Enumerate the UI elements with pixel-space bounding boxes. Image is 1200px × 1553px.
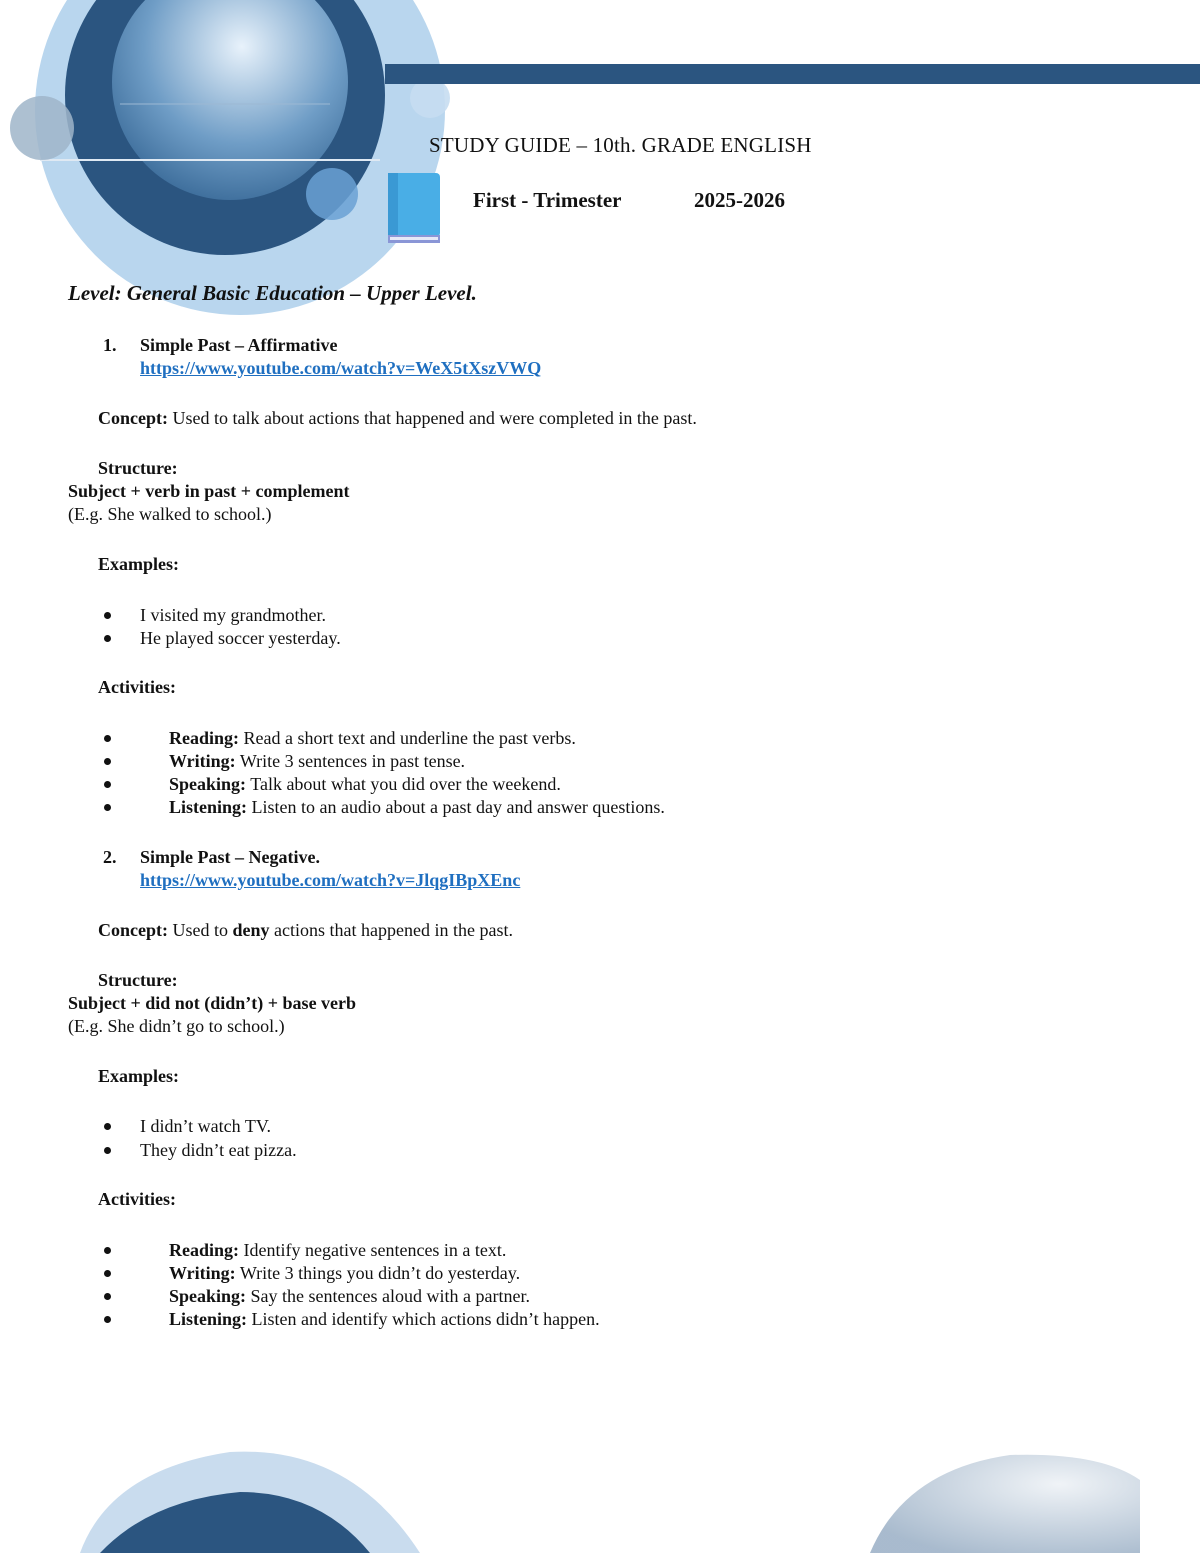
- activity-item: [169, 1263, 520, 1284]
- list-item: They didn’t eat pizza.: [140, 1140, 297, 1160]
- activity-item: [169, 1309, 600, 1330]
- bullet: [104, 804, 111, 811]
- activity-text: Write 3 sentences in past tense.: [239, 751, 466, 771]
- bullet: [104, 1247, 111, 1254]
- examples-label: Examples:: [98, 1066, 179, 1086]
- footer-circle-graphic-right: [870, 1455, 1140, 1553]
- bullet: [104, 635, 111, 642]
- activities-label: Activities:: [98, 677, 176, 697]
- bullet: [104, 1123, 111, 1130]
- activity-text: Talk about what you did over the weekend.: [250, 774, 561, 794]
- examples-label: Examples:: [98, 554, 179, 574]
- activity-item: [169, 1240, 506, 1261]
- level-heading: Level: General Basic Education – Upper Level.: [68, 281, 477, 305]
- bullet: [104, 1316, 111, 1323]
- list-item: I didn’t watch TV.: [140, 1116, 271, 1136]
- footer-circle-graphic-left: [80, 1452, 420, 1553]
- concept-text-post: actions that happened in the past.: [274, 920, 513, 940]
- activity-label: Writing:: [169, 751, 236, 771]
- concept-line: [98, 920, 513, 941]
- concept-line: [98, 408, 697, 429]
- activity-text: Write 3 things you didn’t do yesterday.: [239, 1263, 521, 1283]
- activity-label: Speaking:: [169, 1286, 247, 1306]
- structure-formula: Subject + verb in past + complement: [68, 481, 350, 501]
- list-item: He played soccer yesterday.: [140, 628, 341, 648]
- section-number: 2.: [103, 847, 117, 867]
- bullet: [104, 1270, 111, 1277]
- activity-text: Listen and identify which actions didn’t happen.: [251, 1309, 600, 1329]
- bullet: [104, 1293, 111, 1300]
- activity-item: [169, 797, 665, 818]
- structure-label: Structure:: [98, 458, 178, 478]
- header-circle-graphic: [10, 0, 450, 315]
- bullet: [104, 735, 111, 742]
- book-icon: [388, 173, 440, 243]
- list-item: I visited my grandmother.: [140, 605, 326, 625]
- activity-item: [169, 774, 561, 795]
- activity-label: Writing:: [169, 1263, 236, 1283]
- bullet: [104, 758, 111, 765]
- activity-text: Identify negative sentences in a text.: [243, 1240, 507, 1260]
- concept-text: Used to talk about actions that happened and were completed in the past.: [172, 408, 697, 428]
- activity-item: [169, 1286, 530, 1307]
- section-heading: Simple Past – Negative.: [140, 847, 320, 867]
- concept-label: Concept:: [98, 920, 168, 940]
- section-number: 1.: [103, 335, 117, 355]
- activity-label: Reading:: [169, 1240, 240, 1260]
- concept-text-bold: deny: [232, 920, 270, 940]
- activities-label: Activities:: [98, 1189, 176, 1209]
- structure-formula: Subject + did not (didn’t) + base verb: [68, 993, 357, 1013]
- school-year: 2025-2026: [694, 188, 785, 212]
- activity-label: Reading:: [169, 728, 240, 748]
- concept-text-pre: Used to: [172, 920, 228, 940]
- activity-item: [169, 728, 576, 749]
- video-link[interactable]: https://www.youtube.com/watch?v=WeX5tXszVWQ: [140, 358, 542, 378]
- bullet: [104, 612, 111, 619]
- header-bar: [385, 64, 1200, 84]
- activity-label: Speaking:: [169, 774, 247, 794]
- structure-example: (E.g. She walked to school.): [68, 504, 272, 524]
- structure-label: Structure:: [98, 970, 178, 990]
- bullet: [104, 781, 111, 788]
- structure-example: (E.g. She didn’t go to school.): [68, 1016, 285, 1036]
- concept-label: Concept:: [98, 408, 168, 428]
- section-heading: Simple Past – Affirmative: [140, 335, 338, 355]
- video-link[interactable]: https://www.youtube.com/watch?v=JlqgIBpXEnc: [140, 870, 521, 890]
- page-title: STUDY GUIDE – 10th. GRADE ENGLISH: [429, 133, 812, 157]
- activity-label: Listening:: [169, 797, 248, 817]
- trimester-label: First - Trimester: [473, 188, 622, 212]
- activity-label: Listening:: [169, 1309, 248, 1329]
- activity-item: [169, 751, 465, 772]
- activity-text: Read a short text and underline the past verbs.: [243, 728, 576, 748]
- bullet: [104, 1147, 111, 1154]
- activity-text: Listen to an audio about a past day and answer questions.: [251, 797, 665, 817]
- activity-text: Say the sentences aloud with a partner.: [250, 1286, 530, 1306]
